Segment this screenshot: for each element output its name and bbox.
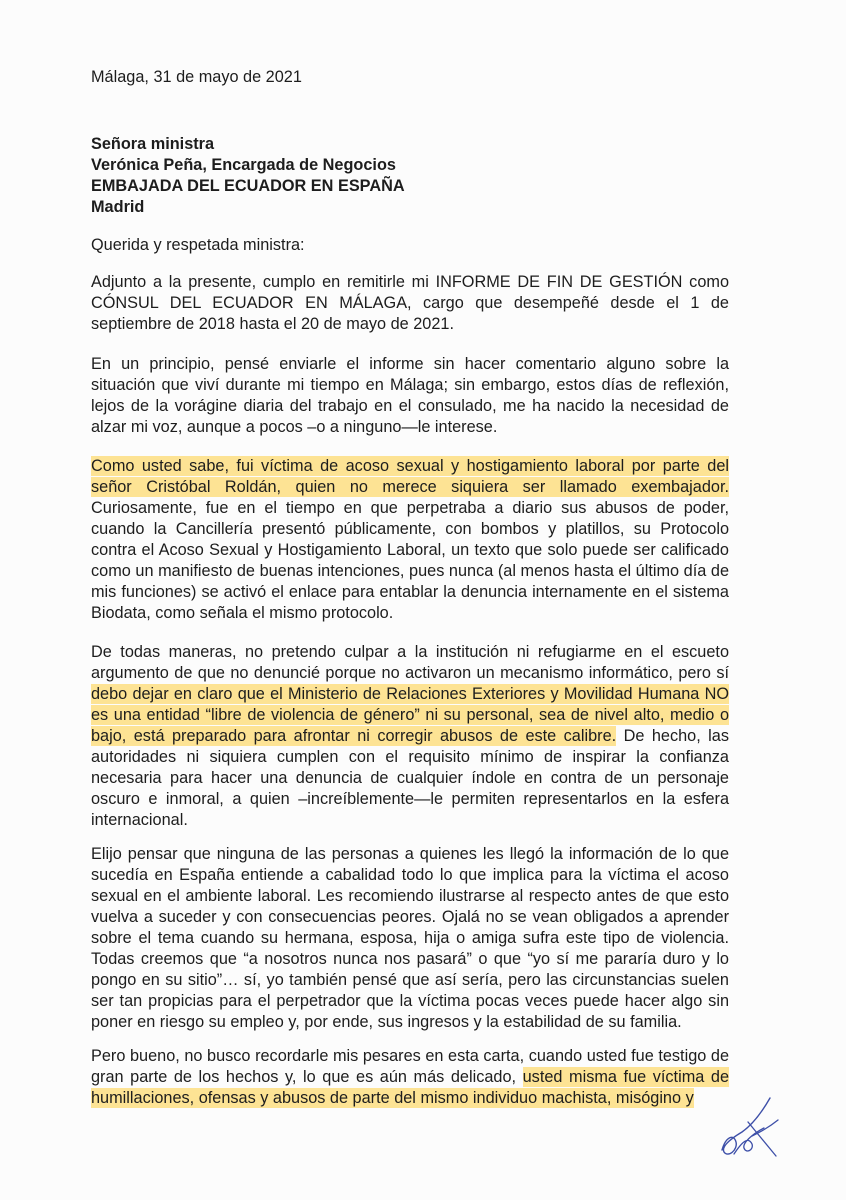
paragraph-2 [91,354,729,438]
letter-date: Málaga, 31 de mayo de 2021 [91,68,302,86]
highlighted-text: Como usted sabe, fui víctima de acoso sexual y hostigamiento laboral por parte del señor Cristóbal Roldán, quien no merece siquiera ser llamado exembajador. [91,457,729,496]
paragraph-5 [91,844,729,1033]
paragraph-4-text-start: De todas maneras, no pretendo culpar a la institución ni refugiarme en el escueto argumento de que no denuncié porque no activaron un mecanismo informático, pero sí [91,643,729,682]
paragraph-3 [91,456,729,624]
highlighted-text: usted misma fue víctima de humillaciones, ofensas y abusos de parte del mismo individuo machista, misógino y [91,1068,730,1107]
recipient-title: Señora ministra [91,135,215,153]
paragraph-6-text: Pero bueno, no busco recordarle mis pesares en esta carta, cuando usted fue testigo de gran parte de los hechos y, lo que es aún más delicado, [91,1047,729,1086]
paragraph-1-text: Adjunto a la presente, cumplo en remitirle mi INFORME DE FIN DE GESTIÓN como CÓNSUL DEL ECUADOR EN MÁLAGA, cargo que desempeñé desde el 1 de septiembre de 2018 hasta el 20 de mayo de 2021. [91,273,729,333]
paragraph-2-text: En un principio, pensé enviarle el informe sin hacer comentario alguno sobre la situación que viví durante mi tiempo en Málaga; sin embargo, estos días de reflexión, lejos de la vorágine diaria del trabajo en el consulado, me ha nacido la necesidad de alzar mi voz, aunque a pocos –o a ninguno—le interese. [91,355,729,436]
recipient-block [91,134,729,218]
paragraph-1 [91,272,729,335]
paragraph-6 [91,1046,729,1109]
handwritten-signature [712,1092,782,1164]
recipient-city: Madrid [91,198,145,216]
paragraph-4-text-end: De hecho, las autoridades ni siquiera cumplen con el requisito mínimo de inspirar la confianza necesaria para hacer una denuncia de cualquier índole en contra de un personaje oscuro e inmoral, a quien –increíblemente—le permiten representarlos en la esfera internacional. [91,727,729,829]
letter-greeting: Querida y respetada ministra: [91,236,305,254]
paragraph-4 [91,642,729,831]
highlighted-text: debo dejar en claro que el Ministerio de Relaciones Exteriores y Movilidad Humana NO es una entidad “libre de violencia de género” ni su personal, sea de nivel alto, medio o bajo, está preparado para afrontar ni corregir abusos de este calibre. [91,685,729,745]
recipient-name: Verónica Peña, Encargada de Negocios [91,156,396,174]
paragraph-5-text: Elijo pensar que ninguna de las personas a quienes les llegó la información de lo que sucedía en España entiende a cabalidad todo lo que implica para la víctima el acoso sexual en el ambiente laboral. Les recomiendo ilustrarse al respecto antes de que esto vuelva a suceder y con consecuencias peores. Ojalá no se vean obligados a aprender sobre el tema cuando su hermana, esposa, hija o amiga sufra este tipo de violencia. Todas creemos que “a nosotros nunca nos pasará” o que “yo sí me pararía duro y lo pongo en su sitio”… sí, yo también pensé que así sería, pero las circunstancias suelen ser tan propicias para el perpetrador que la víctima pocas veces puede hacer algo sin poner en riesgo su empleo y, por ende, sus ingresos y la estabilidad de su familia. [91,845,729,1031]
paragraph-3-text: Curiosamente, fue en el tiempo en que perpetraba a diario sus abusos de poder, cuando la Cancillería presentó públicamente, con bombos y platillos, su Protocolo contra el Acoso Sexual y Hostigamiento Laboral, un texto que solo puede ser calificado como un manifiesto de buenas intenciones, pues nunca (al menos hasta el último día de mis funciones) se activó el enlace para entablar la denuncia internamente en el sistema Biodata, como señala el mismo protocolo. [91,499,729,622]
recipient-institution: EMBAJADA DEL ECUADOR EN ESPAÑA [91,177,405,195]
